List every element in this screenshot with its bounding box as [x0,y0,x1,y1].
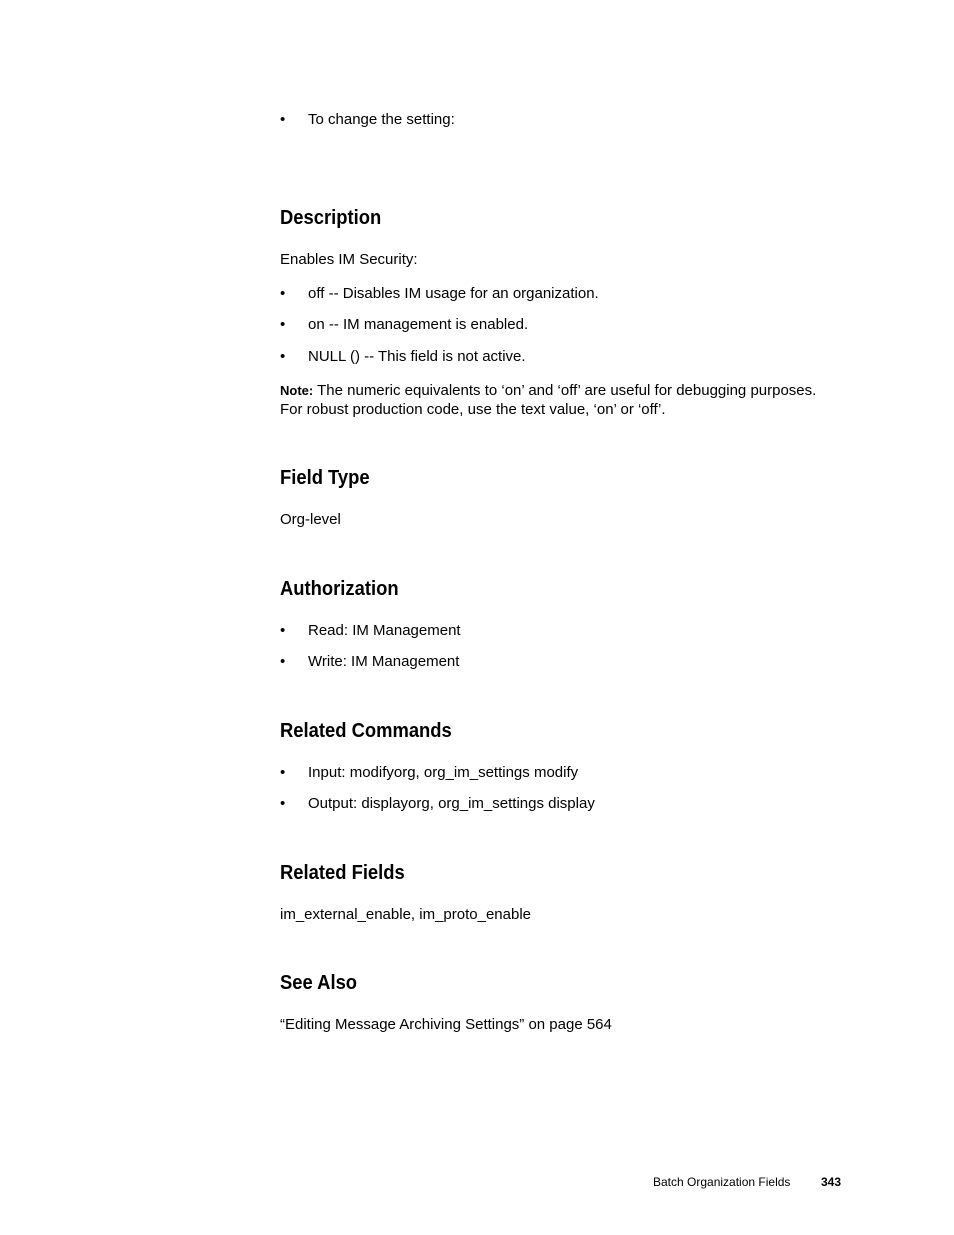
bullet-marker: • [280,622,286,639]
footer-section-title: Batch Organization Fields [653,1175,791,1189]
bullet-marker: • [280,111,286,128]
authorization-heading: Authorization [280,578,399,600]
field-type-text: Org-level [280,511,341,528]
related-commands-bullet-text: Input: modifyorg, org_im_settings modify [308,764,579,781]
bullet-marker: • [280,285,286,302]
bullet-marker: • [280,348,286,365]
field-type-heading: Field Type [280,467,370,489]
bullet-marker: • [280,795,286,812]
related-fields-heading: Related Fields [280,862,405,884]
page-number: 343 [821,1175,842,1189]
description-heading: Description [280,207,382,229]
related-fields-text: im_external_enable, im_proto_enable [280,906,532,923]
authorization-bullet-text: Read: IM Management [308,622,461,639]
see-also-link[interactable]: “Editing Message Archiving Settings” on page 564 [280,1016,612,1033]
note-text: The numeric equivalents to ‘on’ and ‘off’ are useful for debugging purposes. [313,382,817,399]
note [280,381,816,400]
see-also-heading: See Also [280,972,358,994]
description-intro: Enables IM Security: [280,251,418,268]
intro-bullet-text: To change the setting: [308,111,455,128]
related-commands-heading: Related Commands [280,720,452,742]
related-commands-bullet-text: Output: displayorg, org_im_settings display [308,795,595,812]
bullet-marker: • [280,653,286,670]
bullet-marker: • [280,764,286,781]
description-bullet-text: off -- Disables IM usage for an organization. [308,285,599,302]
description-bullet-text: on -- IM management is enabled. [308,316,529,333]
authorization-bullet-text: Write: IM Management [308,653,460,670]
note-label: Note: [280,383,314,398]
description-bullet-text: NULL () -- This field is not active. [308,348,526,365]
note-text-line2: For robust production code, use the text value, ‘on’ or ‘off’. [280,401,666,418]
bullet-marker: • [280,316,286,333]
